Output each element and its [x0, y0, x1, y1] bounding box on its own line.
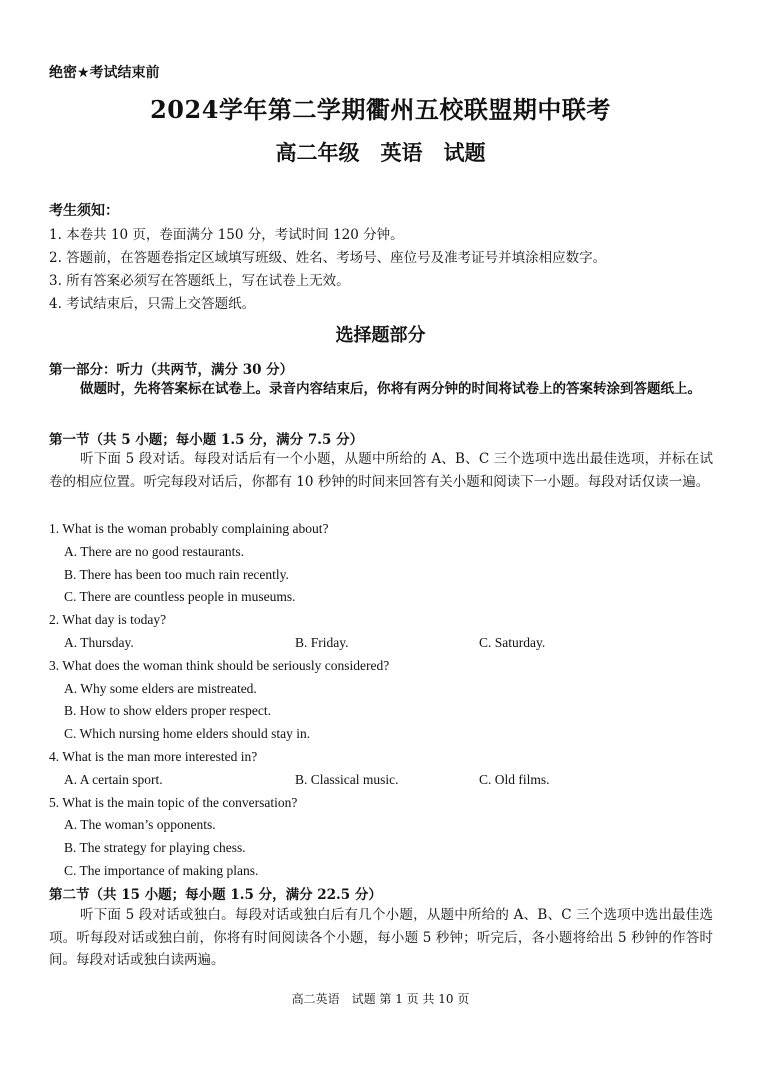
notice-item: 4. 考试结束后，只需上交答题纸。 [49, 296, 256, 312]
question-option: C. Saturday. [479, 635, 546, 650]
question-option: B. The strategy for playing chess. [64, 840, 246, 855]
question-option: B. There has been too much rain recently. [64, 567, 289, 582]
part1-instruction: 做题时，先将答案标在试卷上。录音内容结束后，你将有两分钟的时间将试卷上的答案转涂到答题纸上。 [80, 381, 701, 397]
question-option: B. Friday. [295, 635, 349, 650]
question-stem: 5. What is the main topic of the conversation? [49, 795, 298, 810]
notice-item: 1. 本卷共 10 页，卷面满分 150 分，考试时间 120 分钟。 [49, 227, 404, 243]
question-stem: 4. What is the man more interested in? [49, 749, 258, 764]
question-option: B. How to show elders proper respect. [64, 703, 271, 718]
section-title: 选择题部分 [335, 325, 426, 346]
question-option: B. Classical music. [295, 772, 399, 787]
notice-heading: 考生须知： [49, 203, 119, 219]
question-option: C. Old films. [479, 772, 550, 787]
question-stem: 1. What is the woman probably complaining about? [49, 521, 329, 536]
sub1-heading: 第一节（共 5 小题；每小题 1.5 分，满分 7.5 分） [49, 432, 364, 448]
sub1-instruction: 听下面 5 段对话。每段对话后有一个小题，从题中所给的 A、B、C 三个选项中选出最佳选项，并标在试卷的相应位置。听完每段对话后，你都有 10 秒钟的时间来回答有关小题和阅读下一小题。每段对话仅读一遍。 [49, 451, 713, 490]
question-option: C. Which nursing home elders should stay in. [64, 726, 311, 741]
question-option: A. A certain sport. [64, 772, 163, 787]
notice-item: 2. 答题前，在答题卷指定区域填写班级、姓名、考场号、座位号及准考证号并填涂相应数字。 [49, 250, 607, 266]
sub2-instruction: 听下面 5 段对话或独白。每段对话或独白后有几个小题，从题中所给的 A、B、C 三个选项中选出最佳选项。听每段对话或独白前，你将有时间阅读各个小题，每小题 5 秒钟；听完后，各小题将给出 5 秒钟的作答时间。每段对话或独白读两遍。 [49, 907, 713, 968]
exam-subtitle: 高二年级 英语 试题 [275, 140, 486, 165]
question-option: C. The importance of making plans. [64, 863, 259, 878]
confidential-label: 绝密★考试结束前 [49, 65, 160, 81]
question-option: A. There are no good restaurants. [64, 544, 245, 559]
question-option: C. There are countless people in museums. [64, 589, 296, 604]
question-stem: 3. What does the woman think should be seriously considered? [49, 658, 390, 673]
sub2-heading: 第二节（共 15 小题；每小题 1.5 分，满分 22.5 分） [49, 887, 382, 903]
notice-item: 3. 所有答案必须写在答题纸上，写在试卷上无效。 [49, 273, 350, 289]
part1-heading: 第一部分：听力（共两节，满分 30 分） [49, 362, 294, 378]
page-footer: 高二英语 试题 第 1 页 共 10 页 [291, 992, 470, 1006]
question-option: A. Why some elders are mistreated. [64, 681, 257, 696]
question-option: A. The woman’s opponents. [64, 817, 216, 832]
question-option: A. Thursday. [64, 635, 134, 650]
exam-title: 2024学年第二学期衢州五校联盟期中联考 [150, 95, 611, 124]
question-stem: 2. What day is today? [49, 612, 167, 627]
